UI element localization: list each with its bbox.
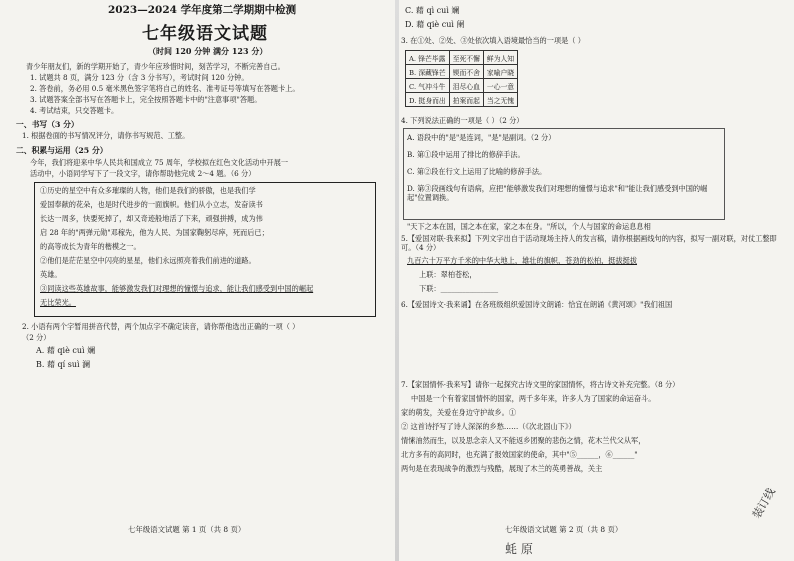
q2-option-b: B. 藉 qí suì 澜 — [36, 360, 91, 369]
passage-line-underlined: 无比荣光。 — [40, 298, 76, 307]
q3: 3. 在①处、②处、③处依次填入语境最恰当的一项是（ ） — [401, 36, 585, 45]
table-cell: A. 锋芒毕露 — [406, 51, 450, 65]
q7-line: 情愫油然而生，以及思念亲人又不能返乡团聚的悲伤之情，花木兰代父从军， — [401, 436, 646, 445]
table-cell: B. 深藏锋芒 — [406, 65, 450, 79]
passage-line: 爱国奉献的花朵，也是时代进步的一面旗帜。他们从小立志，发奋读书 — [40, 200, 263, 209]
q2-score: （2 分） — [22, 333, 51, 342]
footer-left: 七年级语文试题 第 1 页（共 8 页） — [128, 525, 246, 534]
passage-line: 长达一周多，快要死掉了，却又奇迹般地活了下来，顽强拼搏，成为伟 — [40, 214, 263, 223]
q7-line: ② 这首诗抒写了诗人深深的乡愁……（《次北固山下》） — [401, 422, 576, 431]
table-cell: 锲而不舍 — [449, 65, 483, 79]
table-row — [406, 79, 518, 93]
passage-line: 启 28 年的"两弹元勋"邓稼先，他为人民、为国家鞠躬尽瘁，死而后已； — [40, 228, 269, 237]
q5-text: 九百六十万平方千米的中华大地上，雄壮的旗帜，苍劲的松柏，挺拔挺拔 — [407, 256, 638, 265]
couplet-up: 上联：翠柏苍松， — [419, 270, 477, 279]
note-3: 3. 试题答案全部书写在答题卡上，完全按照答题卡中的"注意事项"答题。 — [30, 95, 262, 104]
exam-year: 2023—2024 学年度第二学期期中检测 — [108, 4, 297, 16]
table-cell: 鲜为人知 — [483, 51, 517, 65]
q2-option-d: D. 藉 qiè cuì 阑 — [405, 20, 465, 29]
note-2: 2. 答卷前，务必用 0.5 毫米黑色签字笔将自己的姓名、准考证号等填写在答题卡上。 — [30, 84, 300, 93]
context-line: 今年，我们将迎来中华人民共和国成立 75 周年，学校拟在红色文化活动中开展一 — [30, 158, 289, 167]
q6: 6.【爱国诗文·我来诵】在各班级组织爱国诗文朗诵：恰宜在朗诵《黄河颂》"我们祖国 — [401, 300, 673, 309]
note-4: 4. 考试结束，只交答题卡。 — [30, 106, 119, 115]
section-two: 二、积累与运用（25 分） — [16, 146, 108, 155]
q7-line: 家的萌发，关爱在身边守护故乡。① — [401, 408, 517, 417]
q7-line: 北方多有的高同时，也充满了报效国家的使命，其中"⑤______，⑥______" — [401, 450, 638, 459]
passage-line: 的高等成长为青年的楷模之一。 — [40, 242, 141, 251]
passage-line: ②他们是茫茫星空中闪亮的星星，他们永远照亮着我们前进的道路。 — [40, 256, 256, 265]
table-cell: D. 挺身而出 — [406, 93, 450, 107]
exam-title: 七年级语文试题 — [142, 24, 268, 44]
q2-option-a: A. 藉 qiè cuì 斓 — [36, 346, 96, 355]
q2: 2. 小语有两个字暂用拼音代替，两个加点字不确定读音，请你帮他选出正确的一项（ ） — [22, 322, 300, 331]
context-line-2: 活动中，小语同学写下了一段文字，请你帮助他完成 2～4 题。（6 分） — [30, 169, 256, 178]
q4: 4. 下列说法正确的一项是（ ）（2 分） — [401, 116, 524, 125]
intro-line: 青少年朋友们，新的学期开始了，青少年应珍惜时间，刻苦学习，不断完善自己。 — [26, 62, 285, 71]
q4-option-c: C. 第②段在行文上运用了比喻的修辞手法。 — [407, 167, 547, 176]
q7: 7.【家国情怀·我来写】请你一起探究古诗文里的家国情怀，将古诗文补充完整。（8 分） — [401, 380, 680, 389]
table-cell: 一心一意 — [483, 79, 517, 93]
table-row — [406, 93, 518, 107]
q4-option-a: A. 语段中的"是"是连词，"是"是副词。（2 分） — [407, 133, 556, 142]
table-cell: 至死不懈 — [449, 51, 483, 65]
q7-line: 两句是在表现战争的激烈与残酷，展现了木兰的英勇善战，关主 — [401, 464, 603, 473]
section-one: 一、书写（3 分） — [16, 120, 79, 129]
note-1: 1. 试题共 8 页，满分 123 分（含 3 分书写），考试时间 120 分钟。 — [30, 73, 249, 82]
table-cell: 家喻户晓 — [483, 65, 517, 79]
couplet-down: 下联：________________ — [419, 284, 499, 293]
table-row — [406, 65, 518, 79]
table-cell: 泪尽心血 — [449, 79, 483, 93]
handwritten-mark: 蚝 原 — [505, 542, 533, 556]
q1: 1. 根据卷面的书写情况评分，请你书写规范、工整。 — [22, 131, 190, 140]
q7-line: 中国是一个有着家国情怀的国家，两千多年来，许多人为了国家的命运奋斗。 — [411, 394, 656, 403]
passage-line-underlined: ③同读这些英雄故事，能够激发我们对理想的憧憬与追求，能让我们感受到中国的崛起 — [40, 284, 314, 293]
footer-right: 七年级语文试题 第 2 页（共 8 页） — [505, 525, 623, 534]
passage-line: 英雄。 — [40, 270, 62, 279]
page-right — [397, 0, 794, 561]
q3-options-table — [405, 50, 518, 107]
table-cell: C. 气冲斗牛 — [406, 79, 450, 93]
passage-line: ①历史的星空中有众多璀璨的人物，他们是我们的骄傲，也是我们学 — [40, 186, 256, 195]
margin-note: 装订线 — [750, 485, 778, 521]
table-row — [406, 51, 518, 65]
table-cell: 当之无愧 — [483, 93, 517, 107]
quote-line: "天下之本在国，国之本在家，家之本在身。"所以，个人与国家的命运息息相 — [407, 222, 651, 231]
q2-option-c: C. 藉 qì cuì 斓 — [405, 6, 460, 15]
time-score: （时间 120 分钟 满分 123 分） — [148, 46, 268, 56]
q5: 5.【爱国对联·我来拟】下列文字出自于活动现场主持人的发言稿，请你根据画线句的内容，拟写一副对联，对仗工整即可。（4 分） — [401, 234, 777, 252]
q4-option-b: B. 第①段中运用了排比的修辞手法。 — [407, 150, 525, 159]
table-cell: 拍案而起 — [449, 93, 483, 107]
q4-option-d: D. 第③段画线句有语病，应把"能够激发我们对理想的憧憬与追求"和"能让我们感受到中国的崛起"位置调换。 — [407, 184, 708, 202]
